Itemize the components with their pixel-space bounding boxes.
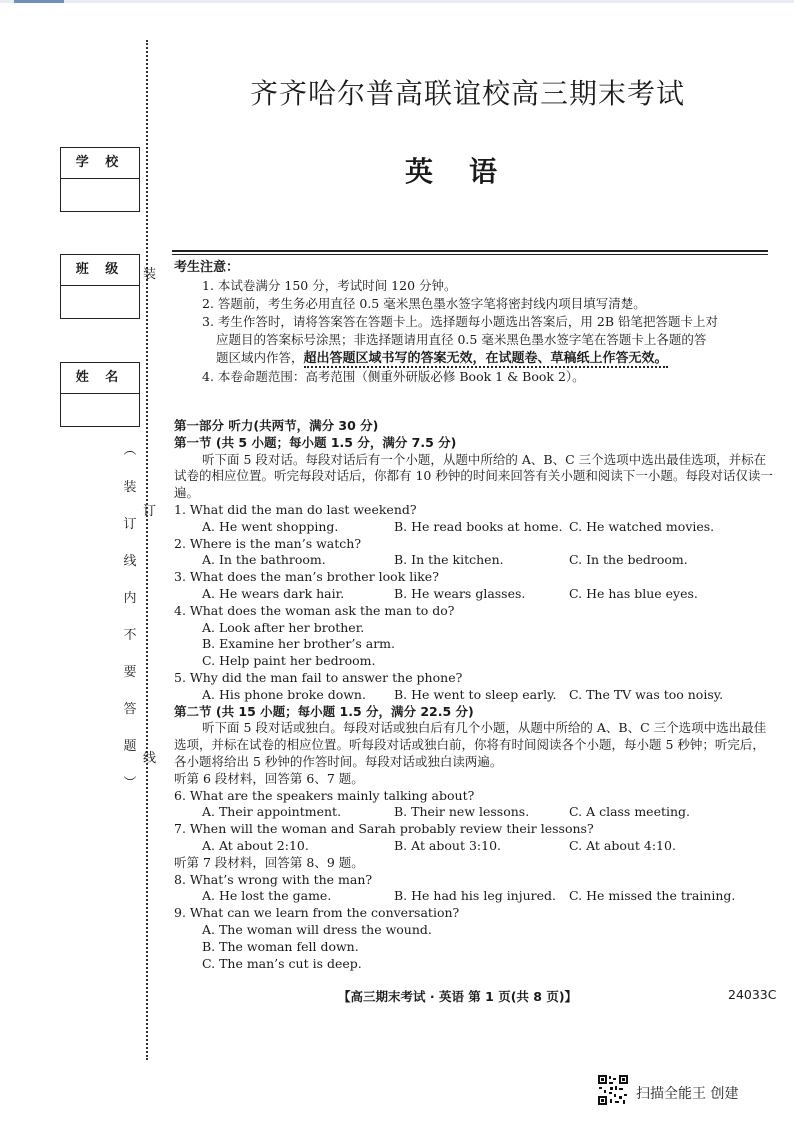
option-c: C. He watched movies. [569,518,715,534]
question-stem: 3. What does the man’s brother look like? [174,569,439,585]
page-footer: 【高三期末考试 · 英语 第 1 页(共 8 页)】 [338,989,578,1004]
top-edge [0,0,794,3]
option-b: B. He read books at home. [394,518,563,534]
question-options [174,838,774,855]
question-stem: 2. Where is the man’s watch? [174,535,362,551]
question-stem: 4. What does the woman ask the man to do? [174,602,455,618]
question-options [174,586,774,603]
question-stem: 5. Why did the man fail to answer the phone? [174,669,463,685]
option-b: B. Their new lessons. [394,804,530,820]
option-a: A. In the bathroom. [202,552,326,568]
binding-warning-vertical [118,432,142,802]
subject-title: 英语 [405,155,534,188]
notice-emphasis: 超出答题区域书写的答案无效，在试题卷、草稿纸上作答无效。 [303,351,668,366]
dialog-label: 听第 6 段材料，回答第 6、7 题。 [174,770,364,786]
binding-warning-char: 内 [123,591,137,606]
binding-warning-char: 订 [123,517,137,532]
option-c: C. Help paint her bedroom. [202,653,376,669]
binding-warning-char: 要 [123,665,137,680]
option-c: C. At about 4:10. [569,837,676,853]
scanner-watermark: 扫描全能王 创建 [636,1086,739,1102]
binding-warning-char: ︵ [123,443,137,458]
name-label: 姓 名 [61,363,139,394]
section-instructions: 听下面 5 段对话或独白。每段对话或独白后有几个小题，从题中所给的 A、B、C 三个选项中选出最佳选项，并标在试卷的相应位置。听每段对话或独白前，你将有时间阅读各个小题，每小题 5 秒钟；听完后，各小题将给出 5 秒钟的作答时间。每段对话或独白读两遍。 [174,720,767,769]
option-b: B. He went to sleep early. [394,686,557,702]
question-options [174,519,774,536]
header-rule [172,250,768,252]
option-a: A. Look after her brother. [202,619,365,635]
question-options [174,552,774,569]
section-heading: 第二节 (共 15 小题；每小题 1.5 分，满分 22.5 分) [174,703,474,719]
section-instructions: 听下面 5 段对话。每段对话后有一个小题，从题中所给的 A、B、C 三个选项中选出最佳选项，并标在试卷的相应位置。听完每段对话后，你都有 10 秒钟的时间来回答有关小题和阅读下一小题。每段对话仅读一遍。 [174,451,773,501]
option-c: C. He missed the training. [569,888,736,904]
section-heading: 第一节 (共 5 小题；每小题 1.5 分，满分 7.5 分) [174,434,457,450]
option-c: C. He has blue eyes. [569,585,698,601]
notice-item: 4. 本卷命题范围：高考范围（侧重外研版必修 Book 1 & Book 2）。 [202,369,585,384]
notice-item-cont-text: 题区域内作答， [216,350,304,365]
exam-code: 24033C [728,987,777,1002]
name-input-area[interactable] [61,394,139,426]
candidate-notice [174,259,774,386]
class-label: 班 级 [61,255,139,286]
binding-warning-char: 题 [123,739,137,754]
class-field[interactable] [60,254,140,319]
option-c: C. The man’s cut is deep. [202,955,362,971]
binding-char-zhuang: 装 [143,267,157,282]
question-options [174,687,774,704]
binding-warning-char: 线 [123,554,137,569]
notice-item: 3. 考生作答时，请将答案答在答题卡上。选择题每小题选出答案后，用 2B 铅笔把答题卡上对 [202,314,718,329]
school-label: 学 校 [61,148,139,179]
notice-heading: 考生注意： [174,260,240,275]
option-b: B. Examine her brother’s arm. [202,636,395,652]
question-stem: 7. When will the woman and Sarah probably review their lessons? [174,821,594,837]
class-input-area[interactable] [61,286,139,318]
binding-warning-char: 装 [123,480,137,495]
option-b: B. He had his leg injured. [394,888,557,904]
question-stem: 9. What can we learn from the conversation? [174,905,460,921]
option-a: A. Their appointment. [202,804,342,820]
option-a: A. He lost the game. [202,888,332,904]
option-c: C. A class meeting. [569,804,691,820]
question-stem: 8. What’s wrong with the man? [174,871,373,887]
binding-warning-char: 不 [123,628,137,643]
qr-code-icon [597,1074,629,1106]
option-b: B. He wears glasses. [394,585,526,601]
binding-warning-char: 答 [123,702,137,717]
notice-item: 2. 答题前，考生务必用直径 0.5 毫米黑色墨水签字笔将密封线内项目填写清楚。 [202,296,646,311]
listening-part [174,418,774,972]
question-stem: 1. What did the man do last weekend? [174,501,417,517]
notice-item: 1. 本试卷满分 150 分，考试时间 120 分钟。 [202,278,457,293]
binding-warning-char: ︶ [123,776,137,791]
option-a: A. He went shopping. [202,518,339,534]
question-options [174,888,774,905]
school-input-area[interactable] [61,179,139,211]
option-a: A. He wears dark hair. [202,585,345,601]
question-stem: 6. What are the speakers mainly talking about? [174,787,475,803]
header-rule-thin [172,254,768,255]
option-b: B. In the kitchen. [394,552,504,568]
question-options [174,804,774,821]
option-b: B. The woman fell down. [202,938,359,954]
binding-dashed-line [146,40,148,1060]
option-b: B. At about 3:10. [394,837,502,853]
school-field[interactable] [60,147,140,212]
binding-char-ding: 订 [143,504,157,519]
option-a: A. At about 2:10. [202,837,309,853]
name-field[interactable] [60,362,140,427]
notice-item-cont: 应题目的答案标号涂黑；非选择题请用直径 0.5 毫米黑色墨水签字笔在答题卡上各题的答 [216,332,707,347]
exam-title: 齐齐哈尔普高联谊校高三期末考试 [250,77,686,110]
option-a: A. The woman will dress the wound. [202,921,432,937]
option-c: C. In the bedroom. [569,552,688,568]
dialog-label: 听第 7 段材料，回答第 8、9 题。 [174,854,364,870]
option-c: C. The TV was too noisy. [569,686,724,702]
notice-item-cont [174,349,774,367]
part-heading: 第一部分 听力(共两节，满分 30 分) [174,418,379,433]
binding-char-xian: 线 [143,751,157,766]
option-a: A. His phone broke down. [202,686,366,702]
